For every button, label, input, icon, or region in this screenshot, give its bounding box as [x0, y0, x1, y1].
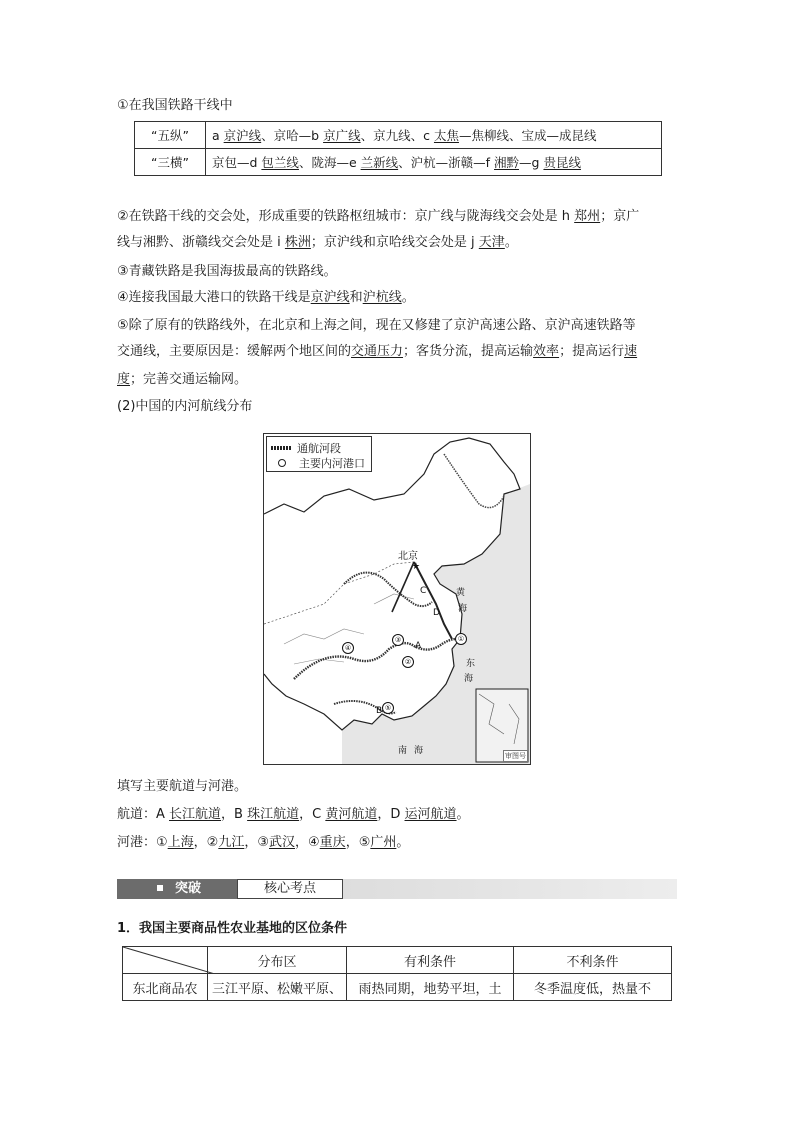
- northeast-waterway: [444, 454, 504, 508]
- text-span: 和: [349, 290, 363, 305]
- underlined-answer: 度: [117, 372, 131, 387]
- port-4: ④: [342, 642, 354, 654]
- text-span: 。: [456, 807, 470, 822]
- map-drawing: [264, 434, 530, 764]
- underlined-answer: 兰新线: [360, 155, 399, 170]
- text-span: —焦柳线、宝成—成昆线: [458, 128, 597, 143]
- letter-A: A: [415, 641, 422, 651]
- text-span: 河港：①: [117, 835, 168, 850]
- table-cell: 雨热同期，地势平坦，土: [347, 974, 514, 1001]
- waterways-line: [117, 805, 470, 825]
- text-span: 、陇海—e: [298, 155, 361, 170]
- table-header-row: [123, 947, 672, 974]
- underlined-answer: 效率: [533, 344, 560, 359]
- text-span: ④连接我国最大港口的铁路干线是: [117, 290, 311, 305]
- navigable-river-icon: [271, 446, 291, 450]
- text-span: ，②: [193, 835, 219, 850]
- qingzang-line: ③青藏铁路是我国海拔最高的铁路线。: [117, 264, 337, 279]
- underlined-answer: 沪杭线: [362, 290, 402, 305]
- yellow-river-waterway: [344, 573, 432, 607]
- text-span: ；京沪线和京哈线交会处是 j: [310, 235, 479, 250]
- text-span: ；京广: [600, 209, 640, 224]
- text-span: ；客货分流，提高运输: [403, 344, 534, 359]
- text-span: 航道：A: [117, 807, 170, 822]
- table-row: [123, 974, 672, 1001]
- square-bullet-icon: [157, 885, 163, 891]
- column-header: 不利条件: [514, 947, 672, 974]
- text-span: 。: [504, 235, 518, 250]
- underlined-answer: 上海: [167, 835, 194, 850]
- letter-C: C: [420, 586, 427, 596]
- text-span: 线与湘黔、浙赣线交会处是 i: [117, 235, 285, 250]
- underlined-answer: 贵昆线: [543, 155, 581, 170]
- text-span: ；提高运行: [559, 344, 625, 359]
- sea-label: 海: [414, 746, 424, 756]
- underlined-answer: 长江航道: [169, 807, 222, 822]
- text-span: 。: [401, 290, 415, 305]
- rail-row-body: [206, 149, 662, 176]
- star-icon: ★: [412, 562, 421, 572]
- letter-B: B: [376, 706, 383, 716]
- bj-sh-line-1: ⑤除了原有的铁路线外，在北京和上海之间，现在又修建了京沪高速公路、京沪高速铁路等: [117, 318, 636, 333]
- rail-row-body: [206, 122, 662, 149]
- underlined-answer: 运河航道: [404, 807, 457, 822]
- text-span: 京包—d: [212, 155, 262, 170]
- inland-waterway-map: [263, 433, 531, 765]
- text-span: ，⑤: [345, 835, 371, 850]
- banner-right: 核心考点: [237, 879, 343, 899]
- table-row: [135, 149, 662, 176]
- province-line: [264, 562, 414, 624]
- fill-instruction: 填写主要航道与河港。: [117, 779, 248, 794]
- hub-line-2: [117, 233, 518, 253]
- underlined-answer: 京沪线: [223, 128, 262, 143]
- underlined-answer: 武汉: [269, 835, 296, 850]
- table-cell: 三江平原、松嫩平原、: [208, 974, 347, 1001]
- text-span: ②在铁路干线的交会处，形成重要的铁路枢纽城市：京广线与陇海线交会处是 h: [117, 209, 575, 224]
- section-title: 1．我国主要商品性农业基地的区位条件: [117, 921, 348, 936]
- banner-left: [117, 879, 237, 899]
- underlined-answer: 重庆: [319, 835, 346, 850]
- underlined-answer: 株洲: [284, 235, 311, 250]
- underlined-answer: 郑州: [574, 209, 601, 224]
- sea-label: 海: [458, 604, 468, 614]
- column-header: 有利条件: [347, 947, 514, 974]
- letter-D: D: [433, 608, 440, 618]
- table-row: [135, 122, 662, 149]
- sea-label: 东: [466, 659, 476, 669]
- banner-left-label: 突破: [175, 881, 202, 896]
- beijing-label: 北京: [398, 551, 418, 562]
- text-span: 、沪杭—浙赣—f: [398, 155, 494, 170]
- text-span: 、京九线、c: [360, 128, 434, 143]
- text-span: ，D: [377, 807, 405, 822]
- underlined-answer: 广州: [370, 835, 397, 850]
- text-span: ，③: [244, 835, 269, 850]
- beijing-line: [392, 562, 414, 612]
- underlined-answer: 九江: [218, 835, 245, 850]
- rail-intro: ①在我国铁路干线中: [117, 98, 233, 113]
- agri-base-table: [122, 946, 672, 1001]
- table-cell: 东北商品农: [123, 974, 208, 1001]
- rail-row-head: “五纵”: [135, 122, 206, 149]
- underlined-answer: 京广线: [323, 128, 361, 143]
- underlined-answer: 太焦: [433, 128, 459, 143]
- section-banner: [117, 879, 677, 899]
- corner-cell: [123, 947, 208, 974]
- underlined-answer: 黄河航道: [325, 807, 378, 822]
- underlined-answer: 交通压力: [351, 344, 404, 359]
- hub-line-1: [117, 207, 639, 227]
- text-span: 。: [396, 835, 410, 850]
- port-rail-line: [117, 288, 415, 308]
- table-cell: 冬季温度低，热量不: [514, 974, 672, 1001]
- underlined-answer: 湘黔: [494, 155, 520, 170]
- sea-label: 海: [464, 674, 474, 684]
- text-span: ，C: [299, 807, 326, 822]
- column-header: 分布区: [208, 947, 347, 974]
- port-1: ①: [455, 633, 467, 645]
- port-2: ②: [402, 656, 414, 668]
- rail-row-head: “三横”: [135, 149, 206, 176]
- legend-navigable: [271, 440, 341, 456]
- river-ports-line: [117, 833, 409, 853]
- text-span: ，B: [221, 807, 248, 822]
- port-5: ⑤: [382, 702, 394, 714]
- map-approval-mark: 审图号: [505, 752, 526, 760]
- text-span: 、京哈—b: [261, 128, 324, 143]
- text-span: a: [212, 128, 224, 143]
- bj-sh-line-3: [117, 370, 247, 390]
- underlined-answer: 包兰线: [261, 155, 299, 170]
- sea-label: 黄: [456, 588, 466, 598]
- underlined-answer: 珠江航道: [247, 807, 300, 822]
- port-circle-icon: [278, 459, 286, 467]
- inland-section-title: (2)中国的内河航线分布: [117, 399, 253, 414]
- bj-sh-line-2: [117, 342, 637, 362]
- rail-trunk-table: [134, 121, 662, 176]
- text-span: —g: [519, 155, 544, 170]
- underlined-answer: 天津: [478, 235, 505, 250]
- diagonal-line: [123, 947, 215, 974]
- text-span: ；完善交通运输网。: [130, 372, 248, 387]
- legend-label: 主要内河港口: [299, 457, 365, 470]
- sea-label: 南: [398, 746, 408, 756]
- port-3: ③: [392, 634, 404, 646]
- legend-label: 通航河段: [297, 442, 341, 455]
- text-span: ，④: [295, 835, 320, 850]
- text-span: 交通线，主要原因是：缓解两个地区间的: [117, 344, 352, 359]
- map-legend: [266, 436, 372, 472]
- legend-port: [271, 455, 365, 471]
- underlined-answer: 速: [624, 344, 638, 359]
- underlined-answer: 京沪线: [310, 290, 350, 305]
